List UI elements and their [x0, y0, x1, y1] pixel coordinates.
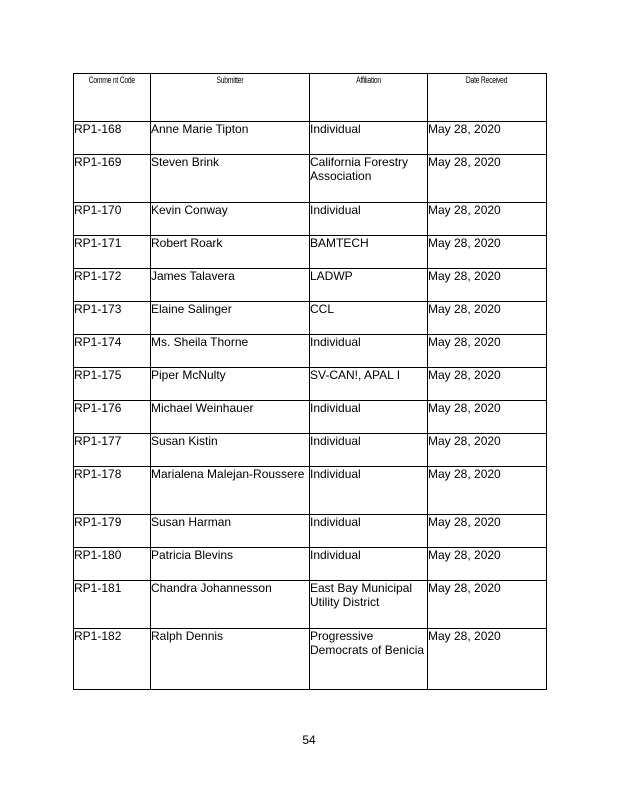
cell-affiliation: Individual	[310, 434, 428, 467]
cell-date: May 28, 2020	[428, 335, 547, 368]
cell-code: RP1-180	[74, 548, 151, 581]
cell-date: May 28, 2020	[428, 155, 547, 203]
cell-submitter: Steven Brink	[151, 155, 310, 203]
cell-submitter: Susan Harman	[151, 515, 310, 548]
cell-date: May 28, 2020	[428, 368, 547, 401]
cell-submitter: Robert Roark	[151, 236, 310, 269]
cell-date: May 28, 2020	[428, 467, 547, 515]
cell-affiliation: BAMTECH	[310, 236, 428, 269]
cell-date: May 28, 2020	[428, 434, 547, 467]
table-row	[74, 269, 547, 302]
table-row	[74, 467, 547, 515]
cell-affiliation: CCL	[310, 302, 428, 335]
cell-code: RP1-173	[74, 302, 151, 335]
table-row	[74, 434, 547, 467]
table-row	[74, 581, 547, 629]
cell-affiliation: Individual	[310, 467, 428, 515]
cell-date: May 28, 2020	[428, 203, 547, 236]
header-affiliation: Affiliation	[310, 74, 428, 122]
cell-code: RP1-177	[74, 434, 151, 467]
cell-date: May 28, 2020	[428, 581, 547, 629]
table-row	[74, 368, 547, 401]
cell-affiliation: Individual	[310, 335, 428, 368]
cell-code: RP1-169	[74, 155, 151, 203]
cell-date: May 28, 2020	[428, 122, 547, 155]
header-comment-code: Comme nt Code	[74, 74, 151, 122]
table-row	[74, 335, 547, 368]
cell-submitter: Ms. Sheila Thorne	[151, 335, 310, 368]
table-row	[74, 629, 547, 690]
cell-affiliation: SV-CAN!, APAL I	[310, 368, 428, 401]
comments-table	[73, 73, 547, 690]
cell-submitter: Ralph Dennis	[151, 629, 310, 690]
cell-affiliation: Progressive Democrats of Benicia	[310, 629, 428, 690]
header-date-received: Date Received	[428, 74, 547, 122]
cell-code: RP1-181	[74, 581, 151, 629]
cell-code: RP1-176	[74, 401, 151, 434]
cell-code: RP1-168	[74, 122, 151, 155]
cell-code: RP1-175	[74, 368, 151, 401]
table-row	[74, 236, 547, 269]
cell-submitter: Piper McNulty	[151, 368, 310, 401]
cell-code: RP1-182	[74, 629, 151, 690]
cell-date: May 28, 2020	[428, 401, 547, 434]
header-submitter: Submitter	[151, 74, 310, 122]
cell-date: May 28, 2020	[428, 269, 547, 302]
cell-code: RP1-174	[74, 335, 151, 368]
cell-code: RP1-178	[74, 467, 151, 515]
cell-code: RP1-179	[74, 515, 151, 548]
cell-code: RP1-171	[74, 236, 151, 269]
table-row	[74, 401, 547, 434]
table-row	[74, 155, 547, 203]
cell-submitter: Marialena Malejan-Roussere	[151, 467, 310, 515]
cell-code: RP1-170	[74, 203, 151, 236]
cell-affiliation: Individual	[310, 515, 428, 548]
cell-submitter: Chandra Johannesson	[151, 581, 310, 629]
cell-submitter: James Talavera	[151, 269, 310, 302]
cell-submitter: Anne Marie Tipton	[151, 122, 310, 155]
cell-submitter: Patricia Blevins	[151, 548, 310, 581]
cell-affiliation: Individual	[310, 203, 428, 236]
cell-affiliation: East Bay Municipal Utility District	[310, 581, 428, 629]
cell-affiliation: Individual	[310, 122, 428, 155]
cell-date: May 28, 2020	[428, 236, 547, 269]
cell-affiliation: LADWP	[310, 269, 428, 302]
cell-submitter: Kevin Conway	[151, 203, 310, 236]
table-row	[74, 302, 547, 335]
page-number: 54	[302, 733, 316, 747]
table-row	[74, 122, 547, 155]
cell-date: May 28, 2020	[428, 302, 547, 335]
cell-submitter: Michael Weinhauer	[151, 401, 310, 434]
cell-submitter: Susan Kistin	[151, 434, 310, 467]
cell-date: May 28, 2020	[428, 629, 547, 690]
cell-submitter: Elaine Salinger	[151, 302, 310, 335]
cell-affiliation: Individual	[310, 401, 428, 434]
table-row	[74, 203, 547, 236]
table-row	[74, 548, 547, 581]
cell-affiliation: Individual	[310, 548, 428, 581]
table-row	[74, 515, 547, 548]
table-header-row	[74, 74, 547, 122]
cell-code: RP1-172	[74, 269, 151, 302]
cell-date: May 28, 2020	[428, 548, 547, 581]
cell-date: May 28, 2020	[428, 515, 547, 548]
cell-affiliation: California Forestry Association	[310, 155, 428, 203]
